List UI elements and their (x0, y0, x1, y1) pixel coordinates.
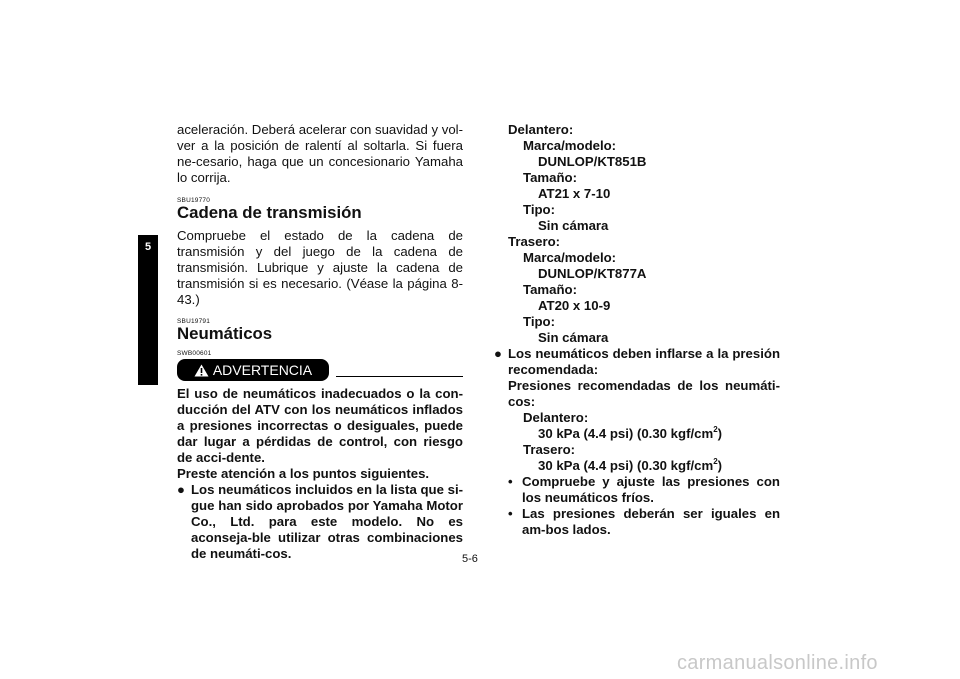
watermark: carmanualsonline.info (677, 652, 878, 674)
rear-type-value: Sin cámara (538, 330, 609, 345)
rear-size-value: AT20 x 10-9 (538, 298, 611, 313)
sub-bullet-text: Compruebe y ajuste las presiones con los neumáticos fríos. (522, 474, 780, 505)
bullet-text: Los neumáticos deben inflarse a la presión recomendada: (508, 346, 780, 377)
small-bullet-icon: • (508, 474, 513, 489)
section-heading-tires: Neumáticos (177, 324, 273, 343)
rear-label: Trasero: (508, 234, 561, 249)
brand-label: Marca/modelo: (523, 138, 617, 153)
chapter-tab (138, 235, 158, 385)
pressures-label: Presiones recomendadas de los neumáti-cos: (508, 378, 780, 409)
list-item (177, 482, 463, 562)
pressure-front-label: Delantero: (523, 410, 589, 425)
pressure-front-value (494, 426, 780, 442)
size-label: Tamaño: (523, 170, 577, 185)
brand-label: Marca/modelo: (523, 250, 617, 265)
sub-bullet-text: Las presiones deberán ser iguales en am-bos lados. (522, 506, 780, 537)
chain-paragraph: Compruebe el estado de la cadena de transmisión y del juego de la cadena de transmisión. Lubrique y ajuste la cadena de transmisión si es necesario. (Véase la página 8-43.) (177, 228, 463, 307)
warning-text: El uso de neumáticos inadecuados o la con-ducción del ATV con los neumáticos inflados a presiones incorrectas o desiguales, puede dar lugar a pérdidas de control, con riesgo de acci-dente. (177, 386, 463, 465)
front-type-value: Sin cámara (538, 218, 609, 233)
type-label: Tipo: (523, 314, 555, 329)
section-code: SBU19791 (177, 318, 211, 325)
small-bullet-icon: • (508, 506, 513, 521)
bullet-text: Los neumáticos incluidos en la lista que si-gue han sido aprobados por Yamaha Motor Co., Ltd. para este modelo. No es aconseja-ble utilizar otras combinaciones de neumáti-cos. (191, 482, 463, 561)
closing-paren: ) (717, 458, 723, 473)
list-item (494, 346, 780, 378)
right-column (494, 122, 780, 538)
pressure-rear-value (494, 458, 780, 474)
warning-triangle-icon (194, 364, 209, 377)
warning-badge (177, 359, 329, 381)
pressure-front-text: 30 kPa (4.4 psi) (0.30 kgf/cm (538, 426, 714, 441)
pressure-rear-label: Trasero: (523, 442, 576, 457)
intro-paragraph: aceleración. Deberá acelerar con suavidad y vol-ver a la posición de ralentí al soltarla. Si fuera ne-cesario, haga que un concesionario Yamaha lo corrija. (177, 122, 463, 185)
bullet-icon: ● (494, 346, 502, 361)
page-number: 5-6 (462, 553, 478, 565)
sub-list-item (508, 506, 780, 538)
front-size-value: AT21 x 7-10 (538, 186, 611, 201)
bullet-icon: ● (177, 482, 185, 497)
section-heading-chain: Cadena de transmisión (177, 203, 362, 222)
front-brand-value: DUNLOP/KT851B (538, 154, 647, 169)
type-label: Tipo: (523, 202, 555, 217)
left-column (177, 122, 463, 562)
attention-text: Preste atención a los puntos siguientes. (177, 466, 430, 481)
closing-paren: ) (717, 426, 723, 441)
pressure-rear-text: 30 kPa (4.4 psi) (0.30 kgf/cm (538, 458, 714, 473)
warning-code: SWB00601 (177, 350, 212, 357)
chapter-number: 5 (144, 241, 152, 253)
superscript: 2 (713, 425, 718, 434)
rear-brand-value: DUNLOP/KT877A (538, 266, 647, 281)
superscript: 2 (713, 457, 718, 466)
front-label: Delantero: (508, 122, 574, 137)
size-label: Tamaño: (523, 282, 577, 297)
section-code: SBU19770 (177, 197, 211, 204)
warning-rule (336, 376, 463, 377)
warning-label: ADVERTENCIA (212, 362, 313, 378)
warning-header (177, 359, 463, 381)
sub-list-item (508, 474, 780, 506)
